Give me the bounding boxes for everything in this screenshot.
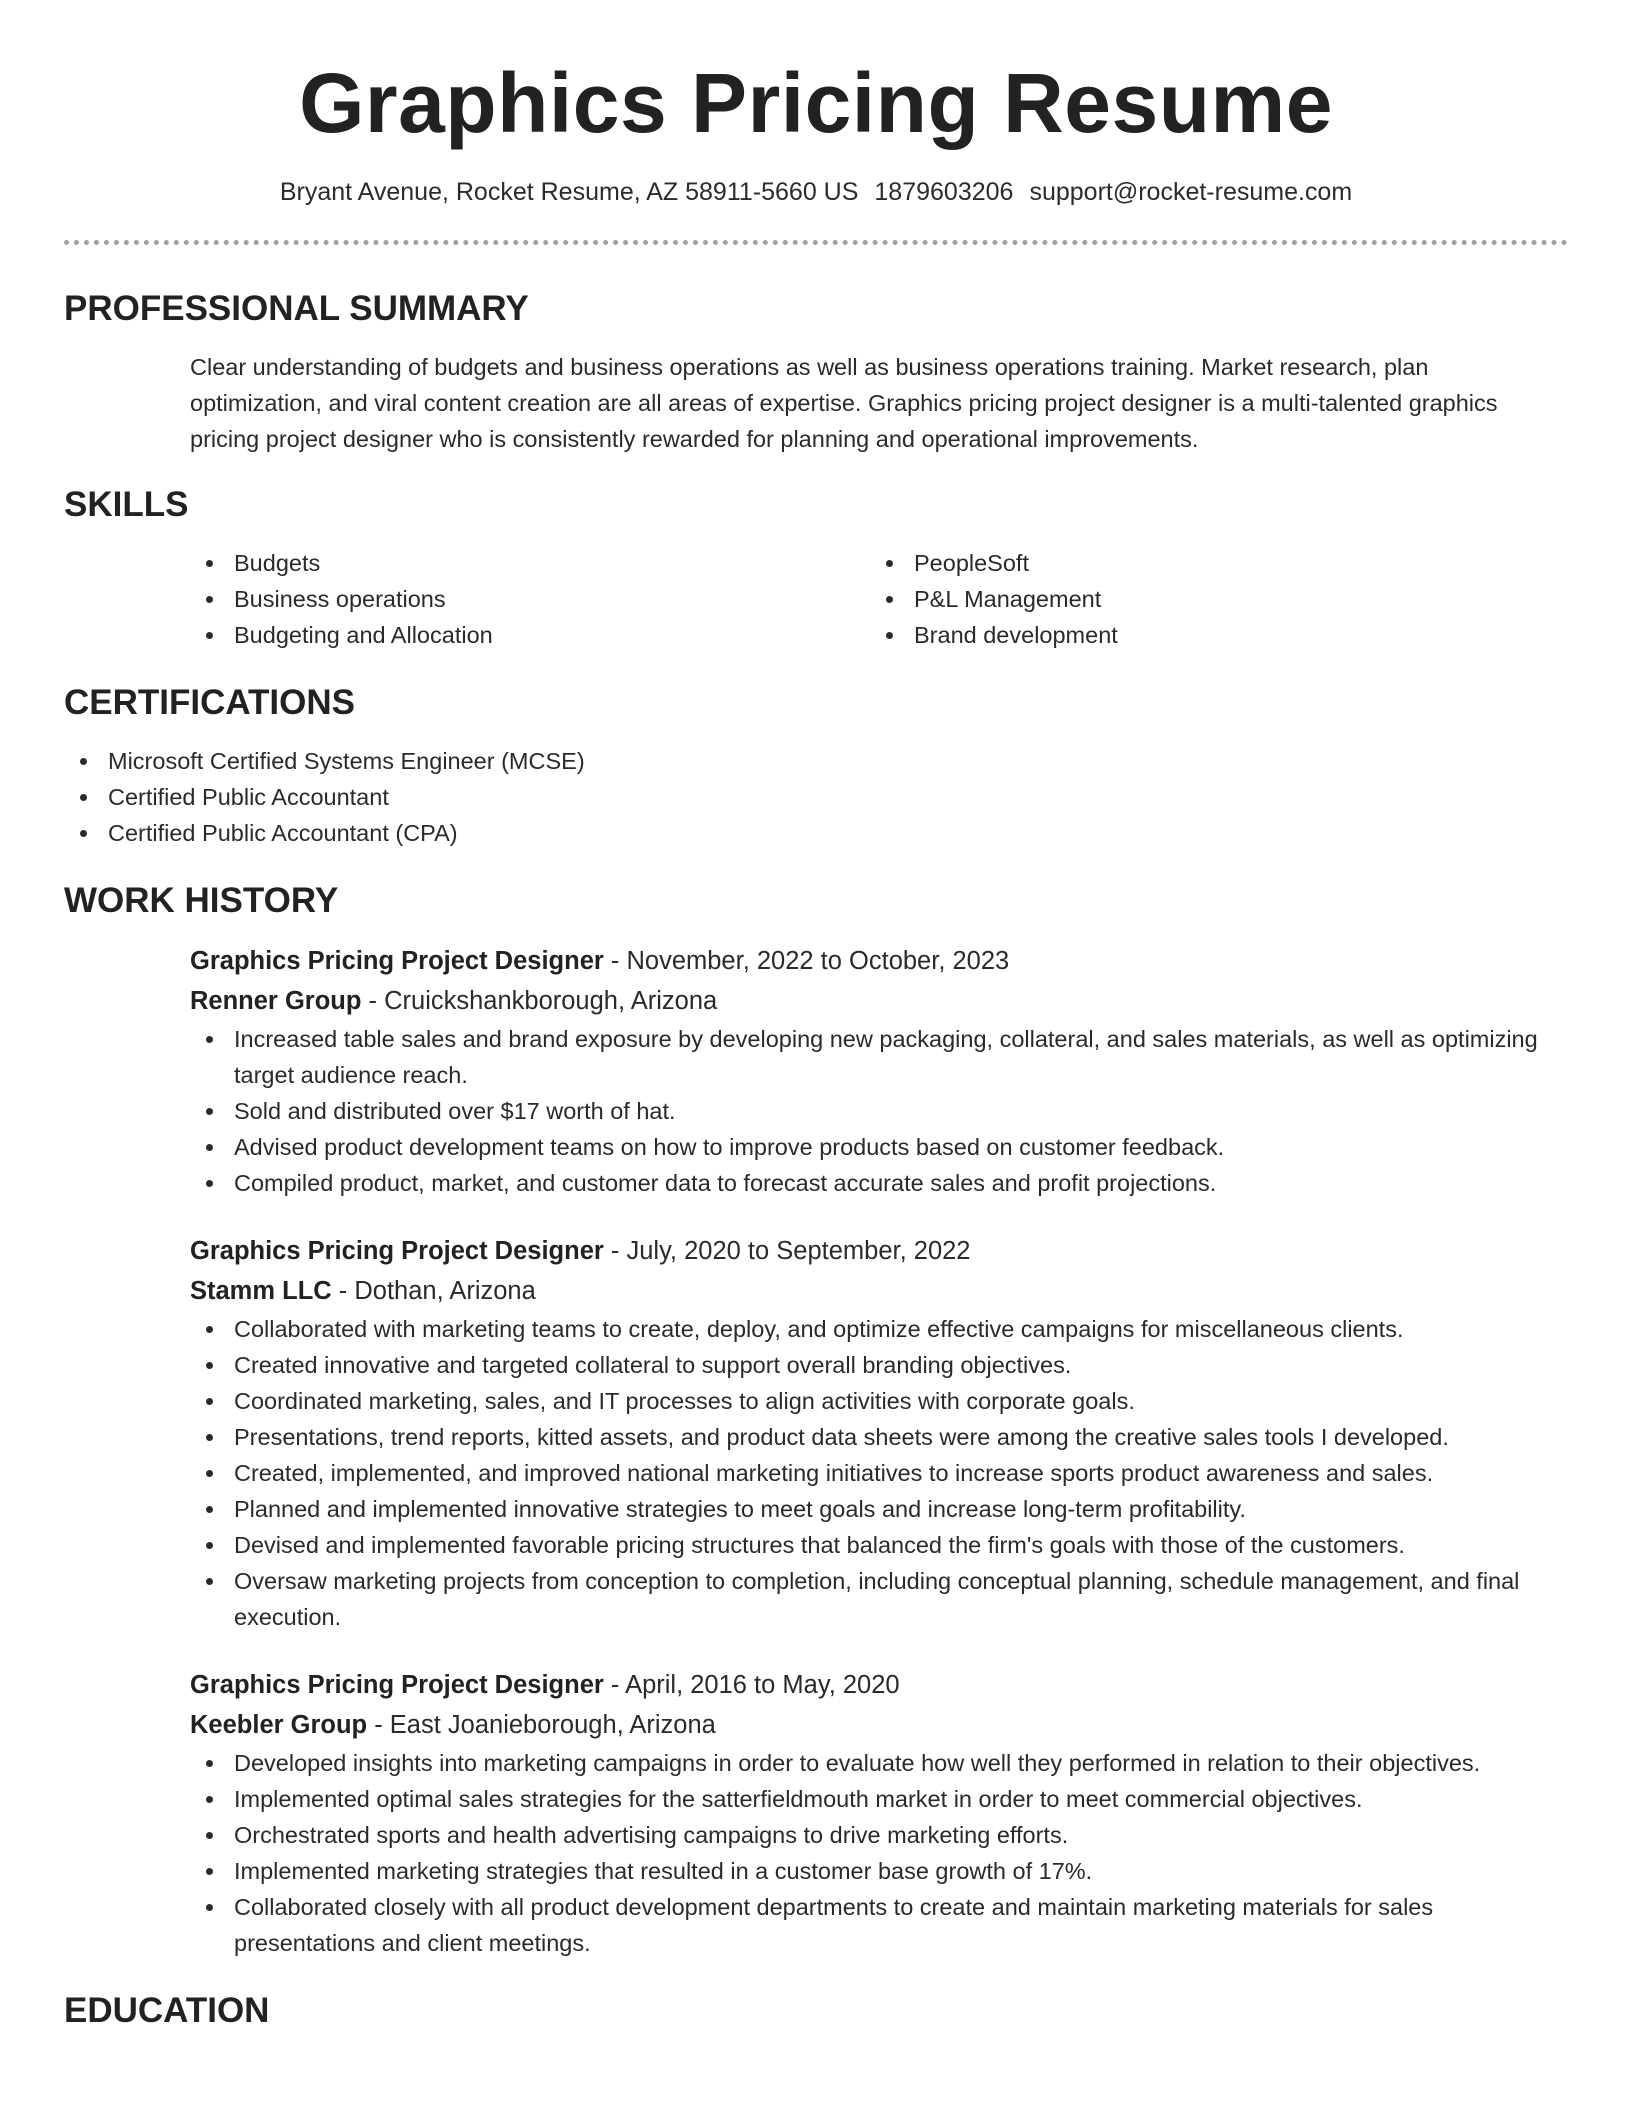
job-entry	[190, 1231, 1568, 1635]
section-title-skills: SKILLS	[64, 485, 189, 524]
job-company-line	[190, 981, 1568, 1021]
certifications-section	[64, 683, 1568, 851]
list-item: Collaborated with marketing teams to create, deploy, and optimize effective campaigns for miscellaneous clients.	[190, 1311, 1568, 1347]
contact-line	[64, 176, 1568, 208]
list-item: Microsoft Certified Systems Engineer (MCSE)	[64, 743, 1568, 779]
list-item: Certified Public Accountant (CPA)	[64, 815, 1568, 851]
summary-section	[64, 289, 1568, 457]
list-item: Business operations	[190, 581, 870, 617]
job-title-line	[190, 941, 1568, 981]
job-bullets	[190, 1745, 1568, 1961]
job-dates: - November, 2022 to October, 2023	[603, 947, 1010, 975]
job-dates: - April, 2016 to May, 2020	[603, 1671, 900, 1699]
section-title-education: EDUCATION	[64, 1991, 270, 2030]
header-divider	[64, 240, 1568, 245]
list-item: Created innovative and targeted collateral to support overall branding objectives.	[190, 1347, 1568, 1383]
list-item: Presentations, trend reports, kitted assets, and product data sheets were among the creative sales tools I developed.	[190, 1419, 1568, 1455]
list-item: Implemented marketing strategies that resulted in a customer base growth of 17%.	[190, 1853, 1568, 1889]
list-item: Compiled product, market, and customer data to forecast accurate sales and profit projections.	[190, 1165, 1568, 1201]
job-company-line	[190, 1271, 1568, 1311]
job-company-line	[190, 1705, 1568, 1745]
job-location: - East Joanieborough, Arizona	[367, 1711, 716, 1739]
contact-phone: 1879603206	[874, 178, 1014, 206]
section-title-certifications: CERTIFICATIONS	[64, 683, 356, 722]
list-item: Collaborated closely with all product development departments to create and maintain marketing materials for sales presentations and client meetings.	[190, 1889, 1568, 1961]
list-item: Budgeting and Allocation	[190, 617, 870, 653]
job-location: - Dothan, Arizona	[331, 1277, 536, 1305]
skills-section	[64, 485, 1568, 653]
list-item: Devised and implemented favorable pricing structures that balanced the firm's goals with those of the customers.	[190, 1527, 1568, 1563]
contact-email[interactable]: support@rocket-resume.com	[1029, 178, 1353, 206]
list-item: Sold and distributed over $17 worth of hat.	[190, 1093, 1568, 1129]
resume-page	[64, 0, 1568, 2031]
job-role: Graphics Pricing Project Designer	[190, 1237, 604, 1265]
resume-title: Graphics Pricing Resume	[299, 56, 1333, 150]
job-company: Keebler Group	[190, 1711, 368, 1739]
job-location: - Cruickshankborough, Arizona	[361, 987, 718, 1015]
list-item: P&L Management	[870, 581, 1550, 617]
job-company: Renner Group	[190, 987, 362, 1015]
certifications-list	[64, 743, 1568, 851]
skills-grid	[190, 545, 1568, 653]
education-section	[64, 1991, 1568, 2031]
list-item: Advised product development teams on how to improve products based on customer feedback.	[190, 1129, 1568, 1165]
job-entry	[190, 941, 1568, 1201]
list-item: PeopleSoft	[870, 545, 1550, 581]
job-title-line	[190, 1231, 1568, 1271]
job-title-line	[190, 1665, 1568, 1705]
contact-address: Bryant Avenue, Rocket Resume, AZ 58911-5660 US	[279, 178, 859, 206]
job-entry	[190, 1665, 1568, 1961]
job-bullets	[190, 1021, 1568, 1201]
job-dates: - July, 2020 to September, 2022	[603, 1237, 971, 1265]
skills-list-left	[190, 545, 870, 653]
list-item: Budgets	[190, 545, 870, 581]
list-item: Brand development	[870, 617, 1550, 653]
skills-list-right	[870, 545, 1550, 653]
job-company: Stamm LLC	[190, 1277, 332, 1305]
list-item: Oversaw marketing projects from conception to completion, including conceptual planning, schedule management, and final execution.	[190, 1563, 1568, 1635]
section-title-work: WORK HISTORY	[64, 881, 339, 920]
list-item: Planned and implemented innovative strategies to meet goals and increase long-term profitability.	[190, 1491, 1568, 1527]
list-item: Developed insights into marketing campaigns in order to evaluate how well they performed in relation to their objectives.	[190, 1745, 1568, 1781]
list-item: Orchestrated sports and health advertising campaigns to drive marketing efforts.	[190, 1817, 1568, 1853]
summary-text: Clear understanding of budgets and business operations as well as business operations training. Market research, plan optimization, and viral content creation are all areas of expertise. Graphics pricing project designer is a multi-talented graphics pricing project designer who is consistently rewarded for planning and operational improvements.	[190, 354, 1498, 452]
work-section	[64, 881, 1568, 1961]
list-item: Created, implemented, and improved national marketing initiatives to increase sports product awareness and sales.	[190, 1455, 1568, 1491]
job-bullets	[190, 1311, 1568, 1635]
job-role: Graphics Pricing Project Designer	[190, 947, 604, 975]
list-item: Coordinated marketing, sales, and IT processes to align activities with corporate goals.	[190, 1383, 1568, 1419]
list-item: Implemented optimal sales strategies for the satterfieldmouth market in order to meet commercial objectives.	[190, 1781, 1568, 1817]
list-item: Increased table sales and brand exposure by developing new packaging, collateral, and sales materials, as well as optimizing target audience reach.	[190, 1021, 1568, 1093]
section-title-summary: PROFESSIONAL SUMMARY	[64, 289, 529, 328]
job-role: Graphics Pricing Project Designer	[190, 1671, 604, 1699]
list-item: Certified Public Accountant	[64, 779, 1568, 815]
